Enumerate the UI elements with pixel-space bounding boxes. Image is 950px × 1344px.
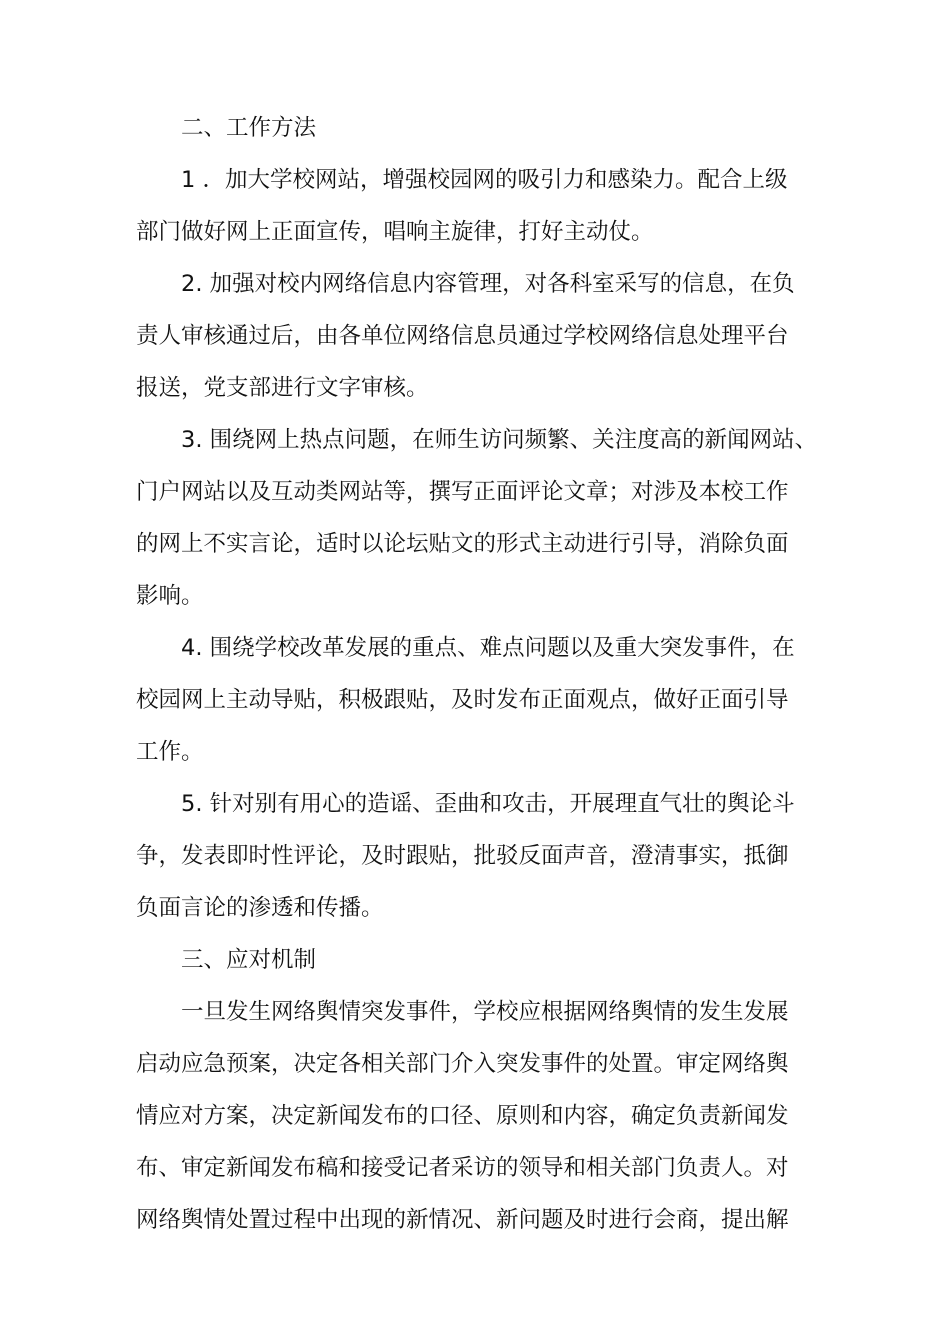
paragraph-line: 启动应急预案，决定各相关部门介入突发事件的处置。审定网络舆 — [136, 1051, 789, 1077]
paragraph-line: 布、审定新闻发布稿和接受记者采访的领导和相关部门负责人。对 — [136, 1155, 789, 1181]
section-heading-work-methods: 二、工作方法 — [181, 115, 317, 141]
paragraph-line: 校园网上主动导贴，积极跟贴，及时发布正面观点，做好正面引导 — [136, 687, 789, 713]
paragraph-line: 争，发表即时性评论，及时跟贴，批驳反面声音，澄清事实，抵御 — [136, 843, 789, 869]
paragraph-line: 3. 围绕网上热点问题，在师生访问频繁、关注度高的新闻网站、 — [181, 427, 818, 453]
paragraph-line: 部门做好网上正面宣传，唱响主旋律，打好主动仗。 — [136, 219, 654, 245]
paragraph-line: 门户网站以及互动类网站等，撰写正面评论文章；对涉及本校工作 — [136, 479, 789, 505]
paragraph-line: 5. 针对别有用心的造谣、歪曲和攻击，开展理直气壮的舆论斗 — [181, 791, 795, 817]
paragraph-line: 的网上不实言论，适时以论坛贴文的形式主动进行引导，消除负面 — [136, 531, 789, 557]
section-heading-response-mechanism: 三、应对机制 — [181, 947, 317, 973]
paragraph-line: 1 ．加大学校网站，增强校园网的吸引力和感染力。配合上级 — [181, 167, 788, 193]
paragraph-line: 报送，党支部进行文字审核。 — [136, 375, 429, 401]
paragraph-line: 影响。 — [136, 583, 204, 609]
paragraph-line: 4. 围绕学校改革发展的重点、难点问题以及重大突发事件，在 — [181, 635, 795, 661]
paragraph-line: 情应对方案，决定新闻发布的口径、原则和内容，确定负责新闻发 — [136, 1103, 789, 1129]
paragraph-line: 责人审核通过后，由各单位网络信息员通过学校网络信息处理平台 — [136, 323, 789, 349]
paragraph-line: 负面言论的渗透和传播。 — [136, 895, 384, 921]
paragraph-line: 2. 加强对校内网络信息内容管理，对各科室采写的信息，在负 — [181, 271, 795, 297]
document-body — [136, 102, 826, 1246]
paragraph-line: 一旦发生网络舆情突发事件，学校应根据网络舆情的发生发展 — [181, 999, 789, 1025]
paragraph-line: 网络舆情处置过程中出现的新情况、新问题及时进行会商，提出解 — [136, 1207, 789, 1233]
paragraph-line: 工作。 — [136, 739, 204, 765]
